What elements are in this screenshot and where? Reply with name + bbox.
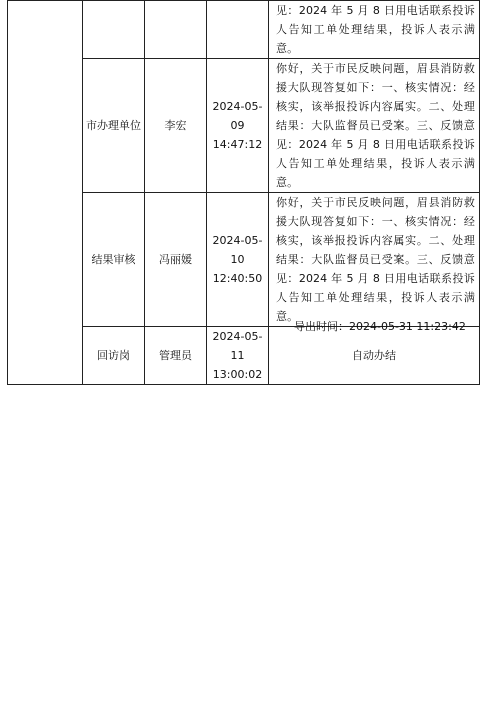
handler-cell: 冯丽媛 (145, 193, 207, 327)
time-cell: 2024-05-11 13:00:02 (207, 327, 269, 385)
node-cell: 市办理单位 (83, 59, 145, 193)
content-cell: 你好，关于市民反映问题，眉县消防救援大队现答复如下：一、核实情况：经核实，该举报投诉内容属实。二、处理结果：大队监督员已受案。三、反馈意见：2024 年 5 月 8 日用电话联系投诉人告知工单处理结果，投诉人表示满意。 (269, 193, 480, 327)
node-cell: 结果审核 (83, 193, 145, 327)
time-cell (207, 1, 269, 59)
time-cell: 2024-05-10 12:40:50 (207, 193, 269, 327)
node-cell (83, 1, 145, 59)
time-cell: 2024-05-09 14:47:12 (207, 59, 269, 193)
content-cell: 见：2024 年 5 月 8 日用电话联系投诉人告知工单处理结果，投诉人表示满意。 (269, 1, 480, 59)
handler-cell (145, 1, 207, 59)
export-label: 导出时间： (294, 320, 349, 333)
export-time: 2024-05-31 11:23:42 (349, 320, 466, 333)
node-cell: 回访岗 (83, 327, 145, 385)
outer-blank-cell (8, 1, 83, 385)
handler-cell: 管理员 (145, 327, 207, 385)
handler-cell: 李宏 (145, 59, 207, 193)
export-timestamp (294, 318, 466, 334)
content-cell: 你好，关于市民反映问题，眉县消防救援大队现答复如下：一、核实情况：经核实，该举报投诉内容属实。二、处理结果：大队监督员已受案。三、反馈意见：2024 年 5 月 8 日用电话联系投诉人告知工单处理结果，投诉人表示满意。 (269, 59, 480, 193)
table-row (8, 1, 480, 59)
content-cell: 自动办结 (269, 327, 480, 385)
